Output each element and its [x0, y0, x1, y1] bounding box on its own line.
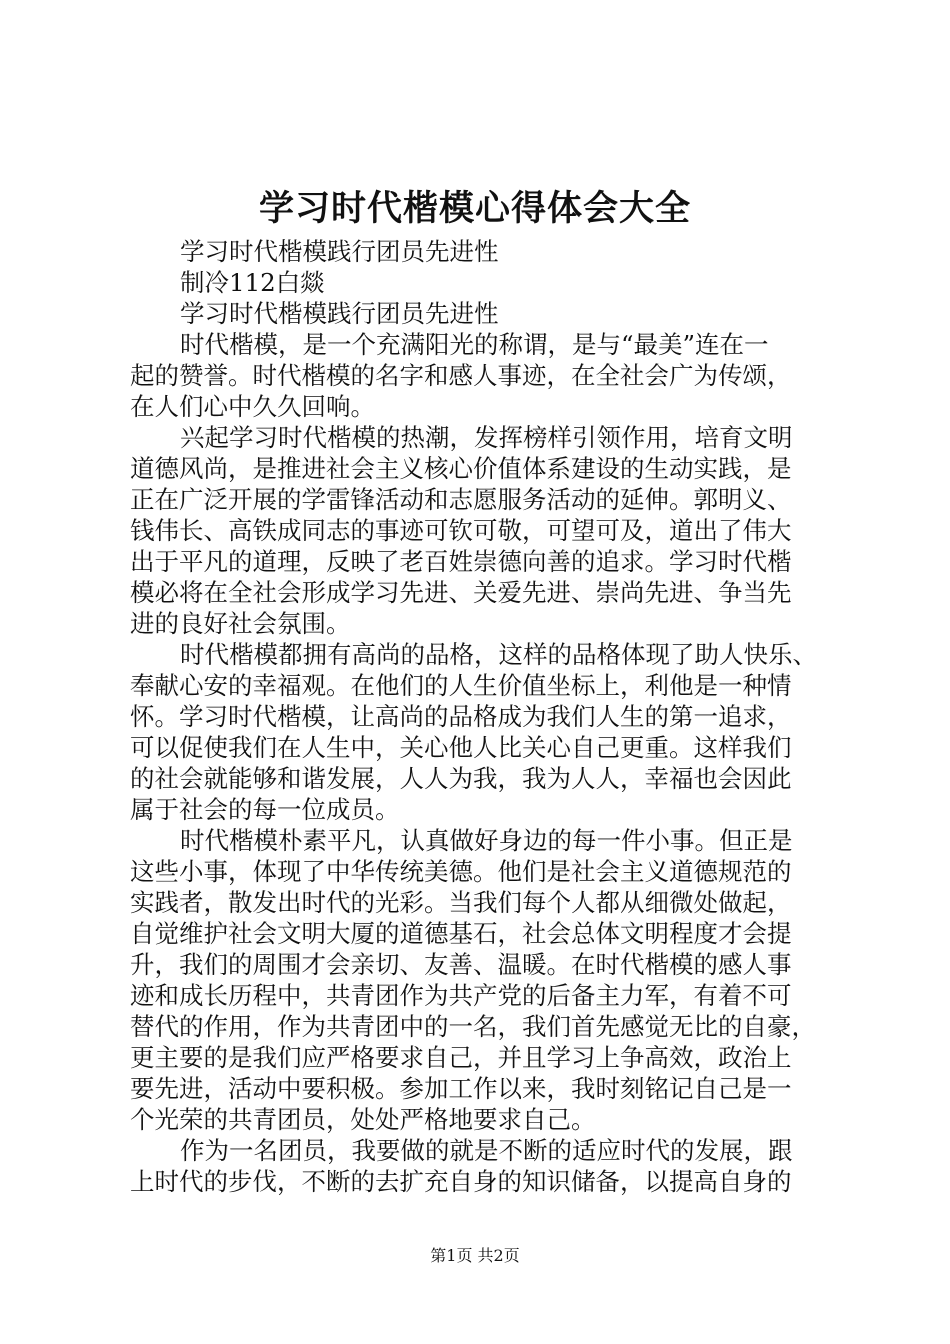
body-line: 这些小事，体现了中华传统美德。他们是社会主义道德规范的 — [130, 857, 792, 886]
body-line: 道德风尚，是推进社会主义核心价值体系建设的生动实践，是 — [130, 454, 792, 483]
body-line: 学习时代楷模践行团员先进性 — [180, 299, 499, 328]
body-line: 进的良好社会氛围。 — [130, 609, 351, 638]
body-line: 在人们心中久久回响。 — [130, 392, 375, 421]
body-line: 兴起学习时代楷模的热潮，发挥榜样引领作用，培育文明 — [180, 423, 793, 452]
body-line: 可以促使我们在人生中，关心他人比关心自己更重。这样我们 — [130, 733, 792, 762]
body-line: 更主要的是我们应严格要求自己，并且学习上争高效，政治上 — [130, 1043, 792, 1072]
body-line: 出于平凡的道理，反映了老百姓崇德向善的追求。学习时代楷 — [130, 547, 792, 576]
body-line: 迹和成长历程中，共青团作为共产党的后备主力军，有着不可 — [130, 981, 792, 1010]
body-line: 时代楷模都拥有高尚的品格，这样的品格体现了助人快乐、 — [180, 640, 817, 669]
document-title: 学习时代楷模心得体会大全 — [258, 188, 691, 229]
body-line: 上时代的步伐，不断的去扩充自身的知识储备，以提高自身的 — [130, 1167, 792, 1196]
body-line: 模必将在全社会形成学习先进、关爱先进、崇尚先进、争当先 — [130, 578, 792, 607]
page-footer: 第1页 共2页 — [430, 1246, 520, 1265]
body-line: 要先进，活动中要积极。参加工作以来，我时刻铭记自己是一 — [130, 1074, 792, 1103]
body-line: 正在广泛开展的学雷锋活动和志愿服务活动的延伸。郭明义、 — [130, 485, 792, 514]
body-line: 升，我们的周围才会亲切、友善、温暖。在时代楷模的感人事 — [130, 950, 792, 979]
body-line: 个光荣的共青团员，处处严格地要求自己。 — [130, 1105, 596, 1134]
body-line: 自觉维护社会文明大厦的道德基石，社会总体文明程度才会提 — [130, 919, 792, 948]
body-line: 怀。学习时代楷模，让高尚的品格成为我们人生的第一追求， — [130, 702, 792, 731]
body-line: 实践者，散发出时代的光彩。当我们每个人都从细微处做起， — [130, 888, 792, 917]
body-line: 替代的作用，作为共青团中的一名，我们首先感觉无比的自豪， — [130, 1012, 816, 1041]
body-line: 钱伟长、高铁成同志的事迹可钦可敬，可望可及，道出了伟大 — [130, 516, 792, 545]
body-line: 作为一名团员，我要做的就是不断的适应时代的发展，跟 — [180, 1136, 793, 1165]
body-line: 制冷112白燚 — [180, 268, 325, 297]
body-line: 时代楷模朴素平凡，认真做好身边的每一件小事。但正是 — [180, 826, 793, 855]
body-line: 起的赞誉。时代楷模的名字和感人事迹，在全社会广为传颂， — [130, 361, 792, 390]
body-line: 奉献心安的幸福观。在他们的人生价值坐标上，利他是一种情 — [130, 671, 792, 700]
body-line: 属于社会的每一位成员。 — [130, 795, 400, 824]
body-line: 学习时代楷模践行团员先进性 — [180, 237, 499, 266]
body-line: 的社会就能够和谐发展，人人为我，我为人人，幸福也会因此 — [130, 764, 792, 793]
body-line: 时代楷模，是一个充满阳光的称谓，是与“最美”连在一 — [180, 330, 769, 359]
document-body — [130, 236, 830, 1197]
